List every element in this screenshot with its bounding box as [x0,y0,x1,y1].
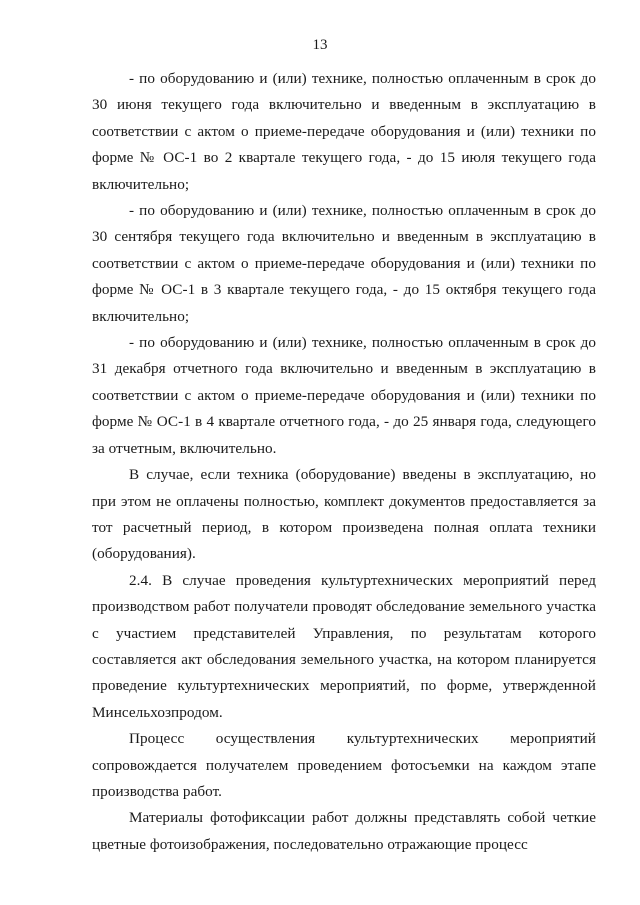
paragraph-q3-deadline: - по оборудованию и (или) технике, полностью оплаченным в срок до 30 сентября текущего года включительно и введенным в эксплуатацию в соответствии с актом о приеме-передаче оборудования и (или) техники по форме № ОС-1 в 3 квартале текущего года, - до 15 октября текущего года включительно; [92,202,596,325]
paragraph-photo-materials: Материалы фотофиксации работ должны представлять собой четкие цветные фотоизображения, последовательно отражающие процесс [92,809,596,853]
document-body [92,66,596,858]
paragraph-photo-process: Процесс осуществления культуртехнических мероприятий сопровождается получателем проведением фотосъемки на каждом этапе производства работ. [92,730,596,800]
paragraph-q4-deadline: - по оборудованию и (или) технике, полностью оплаченным в срок до 31 декабря отчетного года включительно и введенным в эксплуатацию в соответствии с актом о приеме-передаче оборудования и (или) техники по форме № ОС-1 в 4 квартале отчетного года, - до 25 января года, следующего за отчетным, включительно. [92,334,596,457]
paragraph-section-2-4: 2.4. В случае проведения культуртехнических мероприятий перед производством работ получатели проводят обследование земельного участка с участием представителей Управления, по результатам которого составляется акт обследования земельного участка, на котором планируется проведение культуртехнических мероприятий, по форме, утвержденной Минсельхозпродом. [92,571,596,721]
paragraph-q2-deadline: - по оборудованию и (или) технике, полностью оплаченным в срок до 30 июня текущего года включительно и введенным в эксплуатацию в соответствии с актом о приеме-передаче оборудования и (или) техники по форме № ОС-1 во 2 квартале текущего года, - до 15 июля текущего года включительно; [92,70,596,193]
page-number: 13 [312,37,328,53]
paragraph-partial-payment: В случае, если техника (оборудование) введены в эксплуатацию, но при этом не оплачены полностью, комплект документов предоставляется за тот расчетный период, в котором произведена полная оплата техники (оборудования). [92,466,596,563]
